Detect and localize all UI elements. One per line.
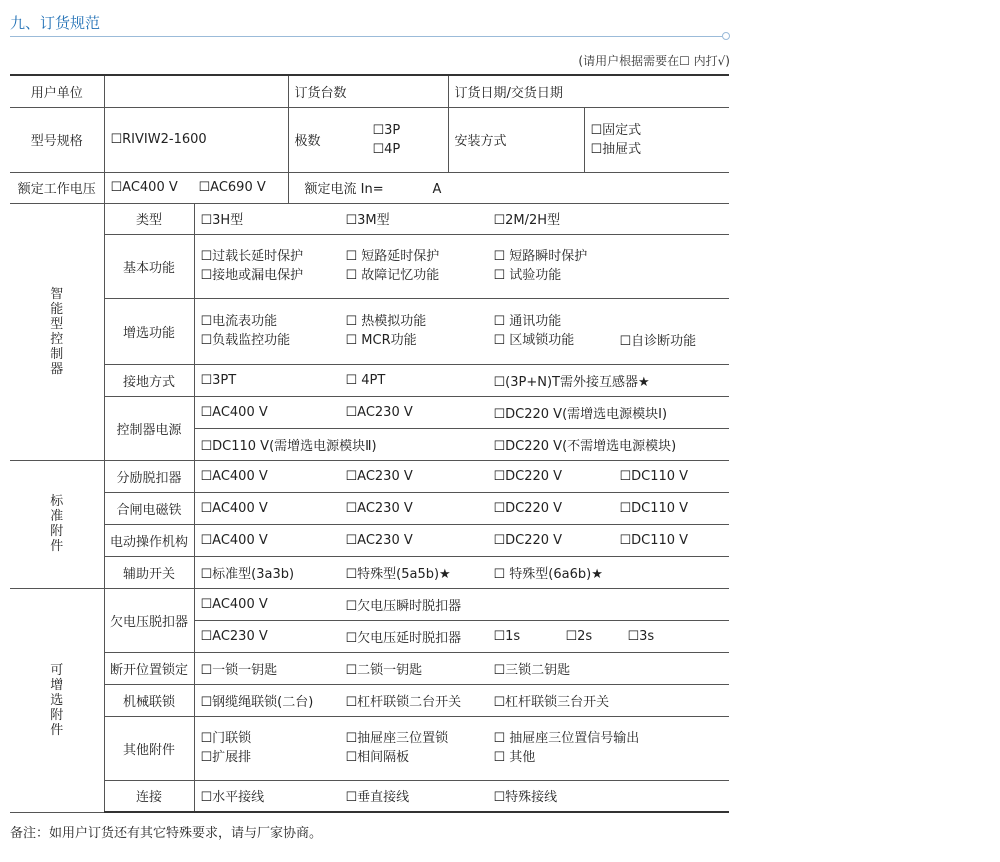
type-3m-checkbox[interactable]: ☐3M型 [345, 213, 390, 228]
close-dc220-checkbox[interactable]: ☐DC220 V [493, 500, 563, 516]
ammeter-checkbox[interactable]: ☐电流表功能 [200, 314, 278, 329]
table-row [10, 203, 729, 234]
uv-instant-checkbox[interactable]: ☐欠电压瞬时脱扣器 [345, 598, 462, 614]
phase-barrier-checkbox[interactable]: ☐相间隔板 [345, 750, 410, 765]
grounding-label: 接地方式 [104, 364, 194, 396]
aux-standard-checkbox[interactable]: ☐标准型(3a3b) [200, 566, 295, 582]
extension-bar-checkbox[interactable]: ☐扩展排 [200, 750, 252, 765]
table-row [10, 75, 729, 107]
closing-magnet-label: 合闸电磁铁 [104, 492, 194, 524]
table-row [10, 716, 729, 780]
footnote: 备注：如用户订货还有其它特殊要求，请与厂家协商。 [10, 826, 323, 841]
overload-long-delay-checkbox[interactable]: ☐过载长延时保护 [200, 249, 304, 264]
check-instruction: (请用户根据需要在☐ 内打√) [578, 54, 730, 68]
power-dc220-module1-checkbox[interactable]: ☐DC220 V(需增选电源模块Ⅰ) [493, 406, 668, 422]
title-divider-dot [722, 32, 730, 40]
other-checkbox[interactable]: ☐ 其他 [493, 750, 536, 765]
order-spec-table [10, 74, 729, 813]
type-label: 类型 [104, 203, 194, 234]
motor-ac400-checkbox[interactable]: ☐AC400 V [200, 532, 268, 548]
voltage-ac400-checkbox[interactable]: ☐AC400 V [110, 180, 178, 195]
power-ac400-checkbox[interactable]: ☐AC400 V [200, 404, 268, 420]
self-diagnosis-checkbox[interactable]: ☐自诊断功能 [619, 333, 697, 349]
optional-accessories-group: 可增选附件 [10, 588, 104, 812]
type-2m-checkbox[interactable]: ☐2M/2H型 [493, 213, 561, 228]
shunt-release-label: 分励脱扣器 [104, 460, 194, 492]
section-title: 九、订货规范 [10, 14, 101, 32]
user-unit-label: 用户单位 [10, 75, 104, 107]
motor-ac230-checkbox[interactable]: ☐AC230 V [345, 532, 413, 548]
ground-3pn-checkbox[interactable]: ☐(3P+N)T需外接互感器★ [493, 374, 650, 390]
pole-3p-checkbox[interactable]: ☐3P [372, 122, 401, 138]
comm-checkbox[interactable]: ☐ 通讯功能 [493, 314, 562, 329]
short-instant-checkbox[interactable]: ☐ 短路瞬时保护 [493, 249, 588, 264]
aux-switch-label: 辅助开关 [104, 556, 194, 588]
model-label: 型号规格 [10, 107, 104, 172]
conn-special-checkbox[interactable]: ☐特殊接线 [493, 790, 558, 806]
table-row [10, 364, 729, 396]
poles-cell [288, 107, 448, 172]
uv-ac400-checkbox[interactable]: ☐AC400 V [200, 596, 268, 612]
motor-operator-label: 电动操作机构 [104, 524, 194, 556]
table-row [10, 234, 729, 298]
table-row [10, 396, 729, 428]
current-label: 额定电流 In= [304, 182, 384, 197]
current-cell [288, 172, 729, 203]
close-ac400-checkbox[interactable]: ☐AC400 V [200, 500, 268, 516]
door-interlock-checkbox[interactable]: ☐门联锁 [200, 731, 252, 746]
install-label: 安装方式 [448, 107, 584, 172]
uv-ac230-checkbox[interactable]: ☐AC230 V [200, 628, 268, 644]
install-fixed-checkbox[interactable]: ☐固定式 [590, 122, 642, 138]
close-ac230-checkbox[interactable]: ☐AC230 V [345, 500, 413, 516]
undervoltage-label: 欠电压脱扣器 [104, 588, 194, 652]
uv-delay-checkbox[interactable]: ☐欠电压延时脱扣器 [345, 630, 462, 646]
table-row [10, 107, 729, 172]
uv-2s-checkbox[interactable]: ☐2s [565, 628, 593, 644]
lever-three-checkbox[interactable]: ☐杠杆联锁三台开关 [493, 694, 610, 710]
connection-label: 连接 [104, 780, 194, 812]
shunt-dc110-checkbox[interactable]: ☐DC110 V [619, 468, 689, 484]
order-qty-label[interactable]: 订货台数 [288, 75, 448, 107]
conn-horizontal-checkbox[interactable]: ☐水平接线 [200, 790, 265, 806]
cable-interlock-checkbox[interactable]: ☐钢缆绳联锁(二台) [200, 694, 314, 710]
short-delay-checkbox[interactable]: ☐ 短路延时保护 [345, 249, 440, 264]
basic-function-label: 基本功能 [104, 234, 194, 298]
close-dc110-checkbox[interactable]: ☐DC110 V [619, 500, 689, 516]
mcr-checkbox[interactable]: ☐ MCR功能 [345, 333, 417, 348]
motor-dc220-checkbox[interactable]: ☐DC220 V [493, 532, 563, 548]
fault-memory-checkbox[interactable]: ☐ 故障记忆功能 [345, 268, 440, 283]
optional-function-label: 增选功能 [104, 298, 194, 364]
voltage-ac690-checkbox[interactable]: ☐AC690 V [198, 180, 266, 195]
table-row [10, 556, 729, 588]
test-function-checkbox[interactable]: ☐ 试验功能 [493, 268, 562, 283]
title-divider [10, 36, 722, 37]
lock-2-1-checkbox[interactable]: ☐二锁一钥匙 [345, 662, 423, 678]
standard-accessories-group: 标准附件 [10, 460, 104, 588]
table-row [10, 652, 729, 684]
voltage-label: 额定工作电压 [10, 172, 104, 203]
order-date-label[interactable]: 订货日期/交货日期 [448, 75, 729, 107]
shunt-ac400-checkbox[interactable]: ☐AC400 V [200, 468, 268, 484]
uv-3s-checkbox[interactable]: ☐3s [627, 628, 655, 644]
table-row [10, 298, 729, 364]
zone-lock-checkbox[interactable]: ☐ 区域锁功能 [493, 333, 575, 348]
table-row [10, 492, 729, 524]
other-accessories-label: 其他附件 [104, 716, 194, 780]
current-unit: A [432, 182, 442, 197]
motor-dc110-checkbox[interactable]: ☐DC110 V [619, 532, 689, 548]
mech-interlock-label: 机械联锁 [104, 684, 194, 716]
load-monitor-checkbox[interactable]: ☐负载监控功能 [200, 333, 291, 348]
power-dc220-nomodule-checkbox[interactable]: ☐DC220 V(不需增选电源模块) [493, 438, 677, 454]
install-cell [584, 107, 729, 172]
ground-leakage-checkbox[interactable]: ☐接地或漏电保护 [200, 268, 304, 283]
table-row [10, 172, 729, 203]
smart-controller-group: 智能型控制器 [10, 203, 104, 460]
table-row [10, 684, 729, 716]
open-lock-label: 断开位置锁定 [104, 652, 194, 684]
table-row [10, 588, 729, 620]
voltage-cell [104, 172, 288, 203]
pole-4p-checkbox[interactable]: ☐4P [372, 141, 401, 157]
table-row [10, 780, 729, 812]
shunt-ac230-checkbox[interactable]: ☐AC230 V [345, 468, 413, 484]
aux-special-5a5b-checkbox[interactable]: ☐特殊型(5a5b)★ [345, 566, 451, 582]
shunt-dc220-checkbox[interactable]: ☐DC220 V [493, 468, 563, 484]
drawer-lock-checkbox[interactable]: ☐抽屉座三位置锁 [345, 731, 449, 746]
model-value[interactable]: ☐RIVIW2-1600 [104, 107, 288, 172]
thermal-sim-checkbox[interactable]: ☐ 热模拟功能 [345, 314, 427, 329]
type-3h-checkbox[interactable]: ☐3H型 [200, 213, 244, 228]
lock-3-2-checkbox[interactable]: ☐三锁二钥匙 [493, 662, 571, 678]
ground-4pt-checkbox[interactable]: ☐ 4PT [345, 372, 386, 388]
install-draw-checkbox[interactable]: ☐抽屉式 [590, 141, 642, 157]
user-unit-field[interactable] [104, 75, 288, 107]
power-dc110-checkbox[interactable]: ☐DC110 V(需增选电源模块Ⅱ) [200, 438, 377, 454]
lock-1-1-checkbox[interactable]: ☐一锁一钥匙 [200, 662, 278, 678]
poles-label: 极数 [294, 134, 321, 149]
table-row [10, 460, 729, 492]
power-ac230-checkbox[interactable]: ☐AC230 V [345, 404, 413, 420]
uv-1s-checkbox[interactable]: ☐1s [493, 628, 521, 644]
controller-power-label: 控制器电源 [104, 396, 194, 460]
conn-vertical-checkbox[interactable]: ☐垂直接线 [345, 790, 410, 806]
table-row [10, 524, 729, 556]
lever-two-checkbox[interactable]: ☐杠杆联锁二台开关 [345, 694, 462, 710]
ground-3pt-checkbox[interactable]: ☐3PT [200, 372, 237, 388]
aux-special-6a6b-checkbox[interactable]: ☐ 特殊型(6a6b)★ [493, 566, 603, 582]
drawer-signal-checkbox[interactable]: ☐ 抽屉座三位置信号输出 [493, 731, 640, 746]
